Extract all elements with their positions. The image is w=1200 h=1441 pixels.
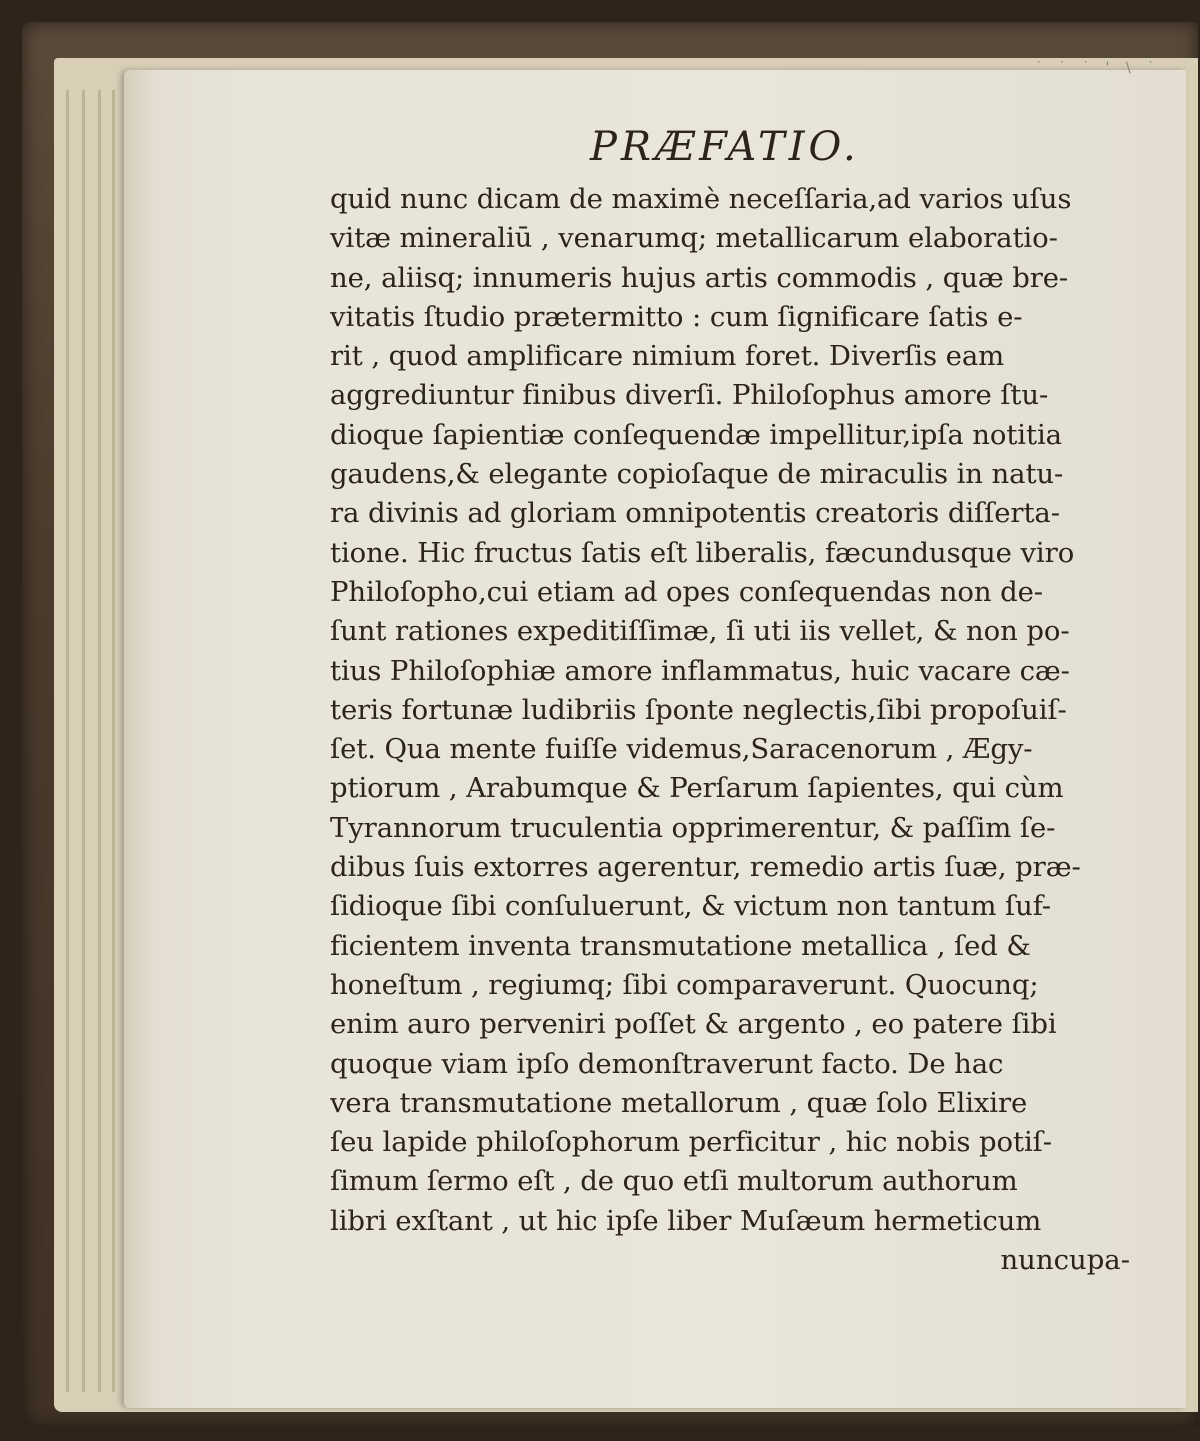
text-line: teris fortunæ ludibriis ſponte neglectis,ſibi propoſuiſ-	[330, 693, 1067, 726]
text-line: vera transmutatione metallorum , quæ ſolo Elixire	[330, 1086, 1028, 1119]
text-line: ſidioque ſibi conſuluerunt, & victum non tantum ſuf-	[330, 890, 1051, 923]
text-line: quoque viam ipſo demonſtraverunt facto. De hac	[330, 1047, 1004, 1080]
text-line: quid nunc dicam de maximè neceſſaria,ad varios uſus	[330, 183, 1072, 215]
text-line: Philoſopho,cui etiam ad opes conſequendas non de-	[330, 575, 1043, 608]
text-line: vitæ mineraliū , venarumq; metallicarum elaboratio-	[330, 222, 1058, 255]
text-line: ſeu lapide philoſophorum perficitur , hic nobis potiſ-	[330, 1126, 1052, 1159]
text-line: vitatis ſtudio prætermitto : cum ſignificare ſatis e-	[330, 300, 1023, 333]
page-specks: ˙ ˙ ˙ ' \ ˙	[1035, 60, 1160, 76]
page-edge-line	[98, 90, 101, 1392]
page-edge-line	[112, 90, 115, 1392]
text-line: Tyrannorum truculentia opprimerentur, & paſſim ſe-	[330, 811, 1056, 844]
text-line: ptiorum , Arabumque & Perſarum ſapientes, qui cùm	[330, 772, 1064, 805]
text-line: enim auro perveniri poſſet & argento , eo patere ſibi	[330, 1008, 1057, 1041]
text-line: ſunt rationes expeditiſſimæ, ſi uti iis vellet, & non po-	[330, 615, 1070, 648]
text-line: gaudens,& elegante copioſaque de miraculis in natu-	[330, 458, 1064, 491]
text-line: ne, aliisq; innumeris hujus artis commodis , quæ bre-	[330, 261, 1069, 294]
text-line: ſet. Qua mente fuiſſe videmus,Saracenorum , Ægy-	[330, 733, 1033, 766]
text-line: aggrediuntur finibus diverſi. Philoſophus amore ſtu-	[330, 379, 1049, 412]
text-line: tione. Hic fructus ſatis eſt liberalis, fæcundusque viro	[330, 536, 1075, 569]
text-line: dioque ſapientiæ conſequendæ impellitur,ipſa notitia	[330, 418, 1062, 451]
page-edge-line	[82, 90, 85, 1392]
text-line: libri exſtant , ut hic ipſe liber Muſæum hermeticum	[330, 1204, 1042, 1237]
body-text	[330, 180, 1130, 1280]
page-edge-line	[66, 90, 69, 1392]
text-line: tius Philoſophiæ amore inflammatus, huic vacare cæ-	[330, 654, 1070, 687]
text-line: honeſtum , regiumq; ſibi comparaverunt. Quocunq;	[330, 968, 1039, 1001]
text-line: dibus ſuis extorres agerentur, remedio artis ſuæ, præ-	[330, 851, 1081, 884]
running-head: PRÆFATIO.	[590, 124, 860, 170]
text-line: ra divinis ad gloriam omnipotentis creatoris diſſerta-	[330, 497, 1060, 530]
catchword: nuncupa-	[1000, 1244, 1130, 1277]
text-line: ficientem inventa transmutatione metallica , ſed &	[330, 929, 1031, 962]
text-line: rit , quod amplificare nimium foret. Diverſis eam	[330, 340, 1005, 373]
text-line: ſimum ſermo eſt , de quo etſi multorum authorum	[330, 1165, 1018, 1198]
